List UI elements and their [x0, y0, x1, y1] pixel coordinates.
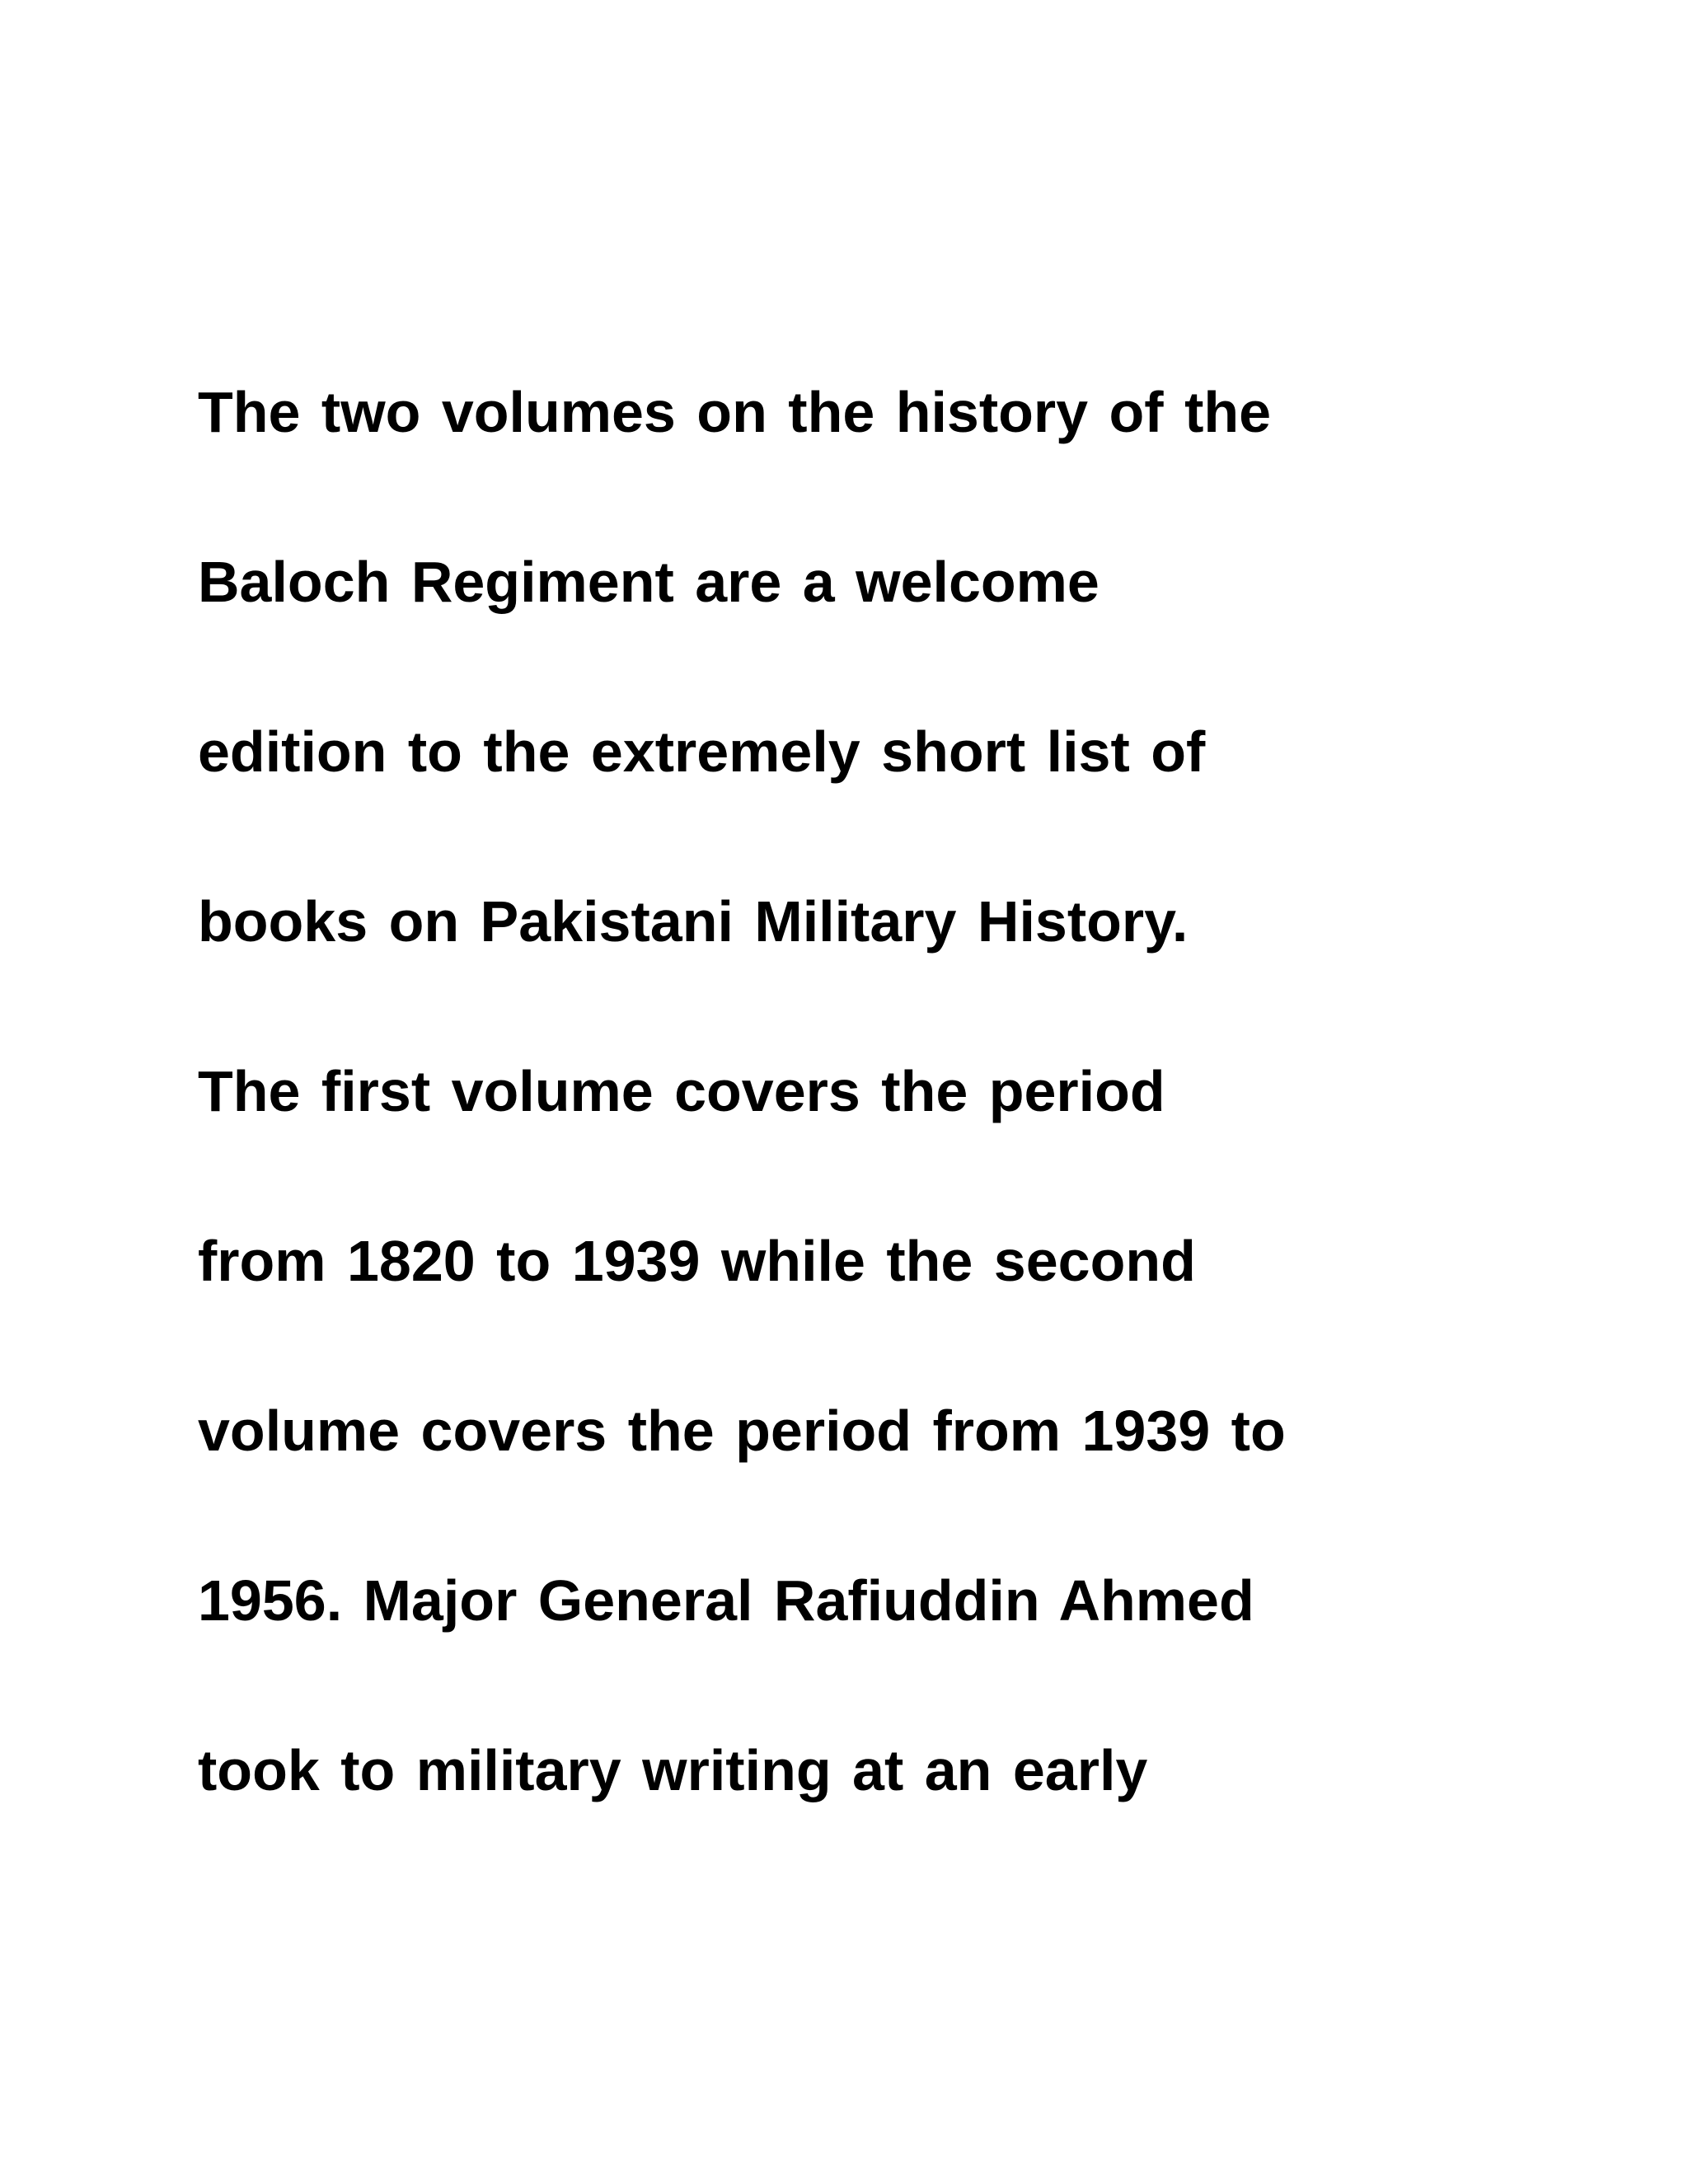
text-line-1: The two volumes on the history of the	[198, 380, 1272, 444]
body-text	[198, 375, 1599, 1903]
text-line-8: 1956. Major General Rafiuddin Ahmed	[198, 1568, 1254, 1633]
text-line-2: Baloch Regiment are a welcome	[198, 550, 1100, 614]
text-line-9: took to military writing at an early	[198, 1738, 1148, 1802]
text-line-6: from 1820 to 1939 while the second	[198, 1229, 1196, 1293]
text-line-5: The first volume covers the period	[198, 1059, 1165, 1123]
text-line-4: books on Pakistani Military History.	[198, 889, 1189, 954]
text-line-3: edition to the extremely short list of	[198, 719, 1206, 784]
text-line-7: volume covers the period from 1939 to	[198, 1399, 1286, 1463]
